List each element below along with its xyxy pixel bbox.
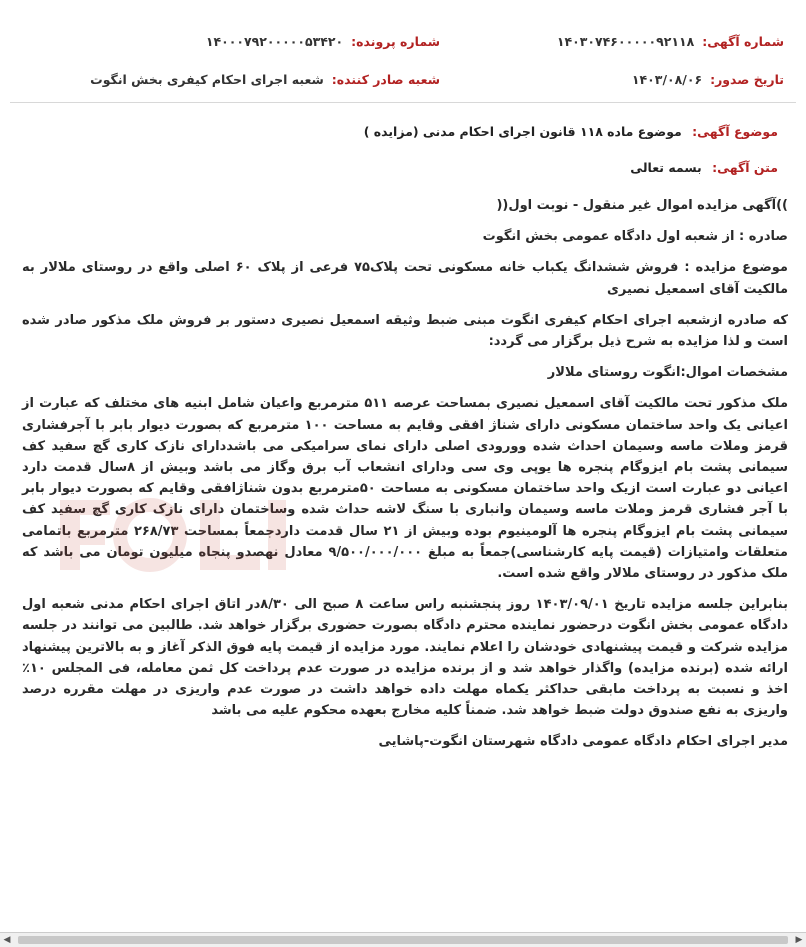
- property-description: ملک مذکور تحت مالکیت آقای اسمعیل نصیری بمساحت عرصه ۵۱۱ مترمربع واعیان شامل ابنیه های مختلف که عبارت از اعیانی یک واحد ساختمان مسکونی دارای شناژ افقی وقایم به مساحت ۱۰۰ مترمربع که بصورت دیوار بابر با آجرفشاری قرمز وملات ماسه وسیمان احداث شده وورودی اصلی دارای نمای سرامیکی می باشددارای نازک کاری گچ سفید کف سیمانی پشت بام ایزوگام پنجره ها یوپی وی سی ودارای انشعاب آب برق وگاز می باشد وبیش از ۸سال قدمت دارد اعیانی دو عبارت است ازیک واحد ساختمان مسکونی به مساحت ۵۰مترمربع بدون شناژافقی وقایم که بصورت دیوار بابر با آجر فشاری قرمز وملات ماسه وسیمان وانباری با سنگ لاشه حداث شده وساختمان دارای نازک کاری گچ سفید کف سیمانی پشت بام ایزوگام پنجره ها آلومینیوم بوده وبیش از ۲۱ سال قدمت داردجمعاً بمساحت ۲۶۸/۷۳ مترمربع باتمامی متعلقات وامتیازات (قیمت پایه کارشناسی)جمعاً به مبلغ ۹/۵۰۰/۰۰۰/۰۰۰ معادل نهصدو پنجاه میلیون تومان می باشد که ملک مذکور در روستای ملالار واقع شده است.: [22, 396, 789, 582]
- issue-date-value: ۱۴۰۳/۰۸/۰۶: [631, 72, 703, 87]
- issuing-branch: [90, 72, 440, 87]
- scroll-left-icon[interactable]: ◀: [3, 935, 11, 945]
- notice-subject: [364, 124, 778, 139]
- notice-title: ))آگهی مزایده اموال غیر منقول - نوبت اول((: [496, 198, 788, 213]
- issuer-line: صادره : از شعبه اول دادگاه عمومی بخش انگوت: [482, 229, 788, 245]
- case-number: [206, 34, 440, 49]
- horizontal-scrollbar[interactable]: [0, 932, 806, 947]
- notice-number-label: شماره آگهی:: [702, 34, 784, 49]
- session-paragraph: بنابراین جلسه مزایده تاریخ ۱۴۰۳/۰۹/۰۱ روز پنجشنبه راس ساعت ۸ صبح الی ۸/۳۰در اتاق اجرای احکام مدنی شعبه اول دادگاه عمومی بخش انگوت درحضور نماینده محترم دادگاه بصورت حضوری برگزار خواهد شد. طالبین می توانند در جلسه مزایده شرکت و قیمت پیشنهادی خودشان را اعلام نمایند. مورد مزایده از قیمت پایه فوق الذکر آغاز و به بالاترین پیشنهاد ارائه شده (برنده مزایده) واگذار خواهد شد و از برنده مزایده در صورت عدم پرداخت کل ثمن معامله، فی المجلس ۱۰٪ اخذ و نسبت به پرداخت مابقی حداکثر یکماه مهلت داده خواهد داشت در صورت عدم واریزی در مهلت مقرره درصد واریزی به نفع صندوق دولت ضبط خواهد شد. ضمناً کلیه مخارج بعهده محکوم علیه می باشد: [22, 597, 788, 719]
- intro-paragraph: که صادره ازشعبه اجرای احکام کیفری انگوت مبنی ضبط وثیقه اسمعیل نصیری دستور بر فروش ملک مذکور صادر شده است و لذا مزایده به شرح ذیل برگزار می گردد:: [22, 312, 788, 350]
- notice-number-value: ۱۴۰۳۰۷۴۶۰۰۰۰۰۹۲۱۱۸: [556, 34, 695, 49]
- notice-number: [557, 34, 784, 49]
- property-specs: مشخصات اموال:انگوت روستای ملالار: [547, 365, 788, 381]
- issue-date: [632, 72, 784, 87]
- case-number-value: ۱۴۰۰۰۷۹۲۰۰۰۰۰۵۳۴۲۰: [205, 34, 344, 49]
- case-number-label: شماره پرونده:: [351, 34, 440, 49]
- notice-text-header: [630, 160, 778, 175]
- notice-body: [22, 195, 788, 753]
- scrollbar-thumb[interactable]: [18, 936, 788, 944]
- basmala: بسمه تعالی: [630, 160, 702, 175]
- issue-date-label: تاریخ صدور:: [710, 72, 784, 87]
- issuing-branch-value: شعبه اجرای احکام کیفری بخش انگوت: [90, 72, 324, 87]
- signature-line: مدیر اجرای احکام دادگاه عمومی دادگاه شهرستان انگوت-پاشایی: [378, 734, 788, 750]
- subject-label: موضوع آگهی:: [692, 124, 778, 139]
- auction-subject: موضوع مزایده : فروش ششدانگ یکباب خانه مسکونی تحت پلاک۷۵ فرعی از پلاک ۶۰ اصلی واقع در روستای ملالار به مالکیت آقای اسمعیل نصیری: [22, 260, 788, 297]
- subject-value: موضوع ماده ۱۱۸ قانون اجرای احکام مدنی (مزایده ): [363, 124, 682, 139]
- scroll-right-icon[interactable]: ▶: [795, 935, 803, 945]
- issuing-branch-label: شعبه صادر کننده:: [331, 72, 440, 87]
- text-label: متن آگهی:: [712, 160, 778, 175]
- header-divider: [10, 102, 796, 103]
